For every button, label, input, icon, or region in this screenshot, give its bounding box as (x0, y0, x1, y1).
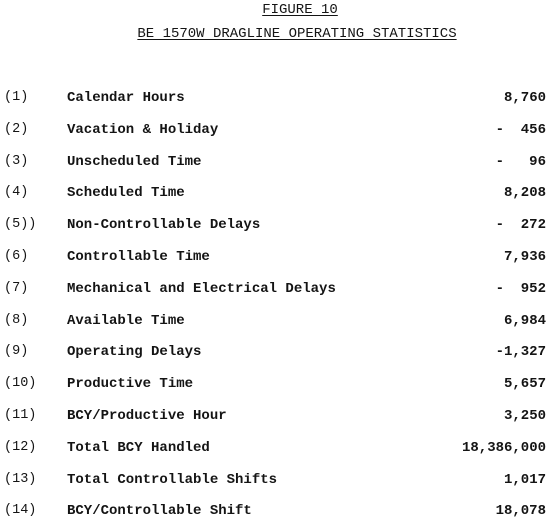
row-label: Productive Time (67, 376, 194, 393)
table-row (0, 281, 550, 301)
figure-title: FIGURE 10 (262, 2, 338, 18)
row-label: Scheduled Time (67, 185, 185, 202)
row-number: (8) (4, 312, 29, 328)
row-value: 18,078 (495, 503, 546, 520)
table-row (0, 440, 550, 460)
row-number: (6) (4, 249, 29, 264)
row-label: Operating Delays (67, 344, 202, 361)
row-value: 1,017 (503, 471, 546, 488)
row-value: - 456 (495, 121, 546, 138)
row-label: BCY/Productive Hour (67, 408, 227, 424)
row-number: (5)) (4, 217, 37, 233)
row-value: - 96 (495, 153, 546, 170)
row-value: 5,657 (503, 376, 546, 393)
row-value: 3,250 (503, 408, 546, 424)
table-row (0, 313, 550, 333)
row-number: (3) (4, 153, 29, 169)
row-number: (7) (4, 280, 29, 296)
row-number: (10) (4, 376, 37, 392)
row-label: Non-Controllable Delays (67, 217, 261, 234)
row-value: 7,936 (503, 249, 546, 265)
table-row (0, 122, 550, 142)
row-number: (9) (4, 344, 29, 360)
row-label: Available Time (67, 312, 185, 329)
row-number: (13) (4, 471, 37, 487)
table-row (0, 217, 550, 237)
row-value: 8,760 (503, 90, 546, 106)
row-label: Mechanical and Electrical Delays (67, 280, 336, 297)
row-value: 6,984 (503, 312, 546, 329)
row-label: Total BCY Handled (67, 439, 210, 456)
table-row (0, 154, 550, 174)
row-value: 8,208 (503, 185, 546, 202)
table-title: BE 1570W DRAGLINE OPERATING STATISTICS (137, 26, 457, 42)
row-value: -1,327 (495, 344, 546, 361)
row-number: (11) (4, 408, 37, 423)
row-value: - 952 (495, 280, 546, 297)
table-row (0, 185, 550, 205)
table-row (0, 376, 550, 396)
row-number: (1) (4, 90, 29, 105)
row-number: (12) (4, 439, 37, 455)
table-row (0, 344, 550, 364)
row-label: BCY/Controllable Shift (67, 503, 252, 520)
table-row (0, 408, 550, 428)
table-row (0, 472, 550, 492)
row-label: Total Controllable Shifts (67, 471, 278, 488)
row-value: - 272 (495, 217, 546, 234)
row-label: Vacation & Holiday (67, 121, 219, 138)
table-row (0, 503, 550, 523)
row-number: (2) (4, 121, 29, 137)
table-row (0, 90, 550, 110)
row-label: Controllable Time (67, 249, 210, 265)
row-label: Unscheduled Time (67, 153, 202, 170)
row-number: (14) (4, 503, 37, 519)
row-value: 18,386,000 (461, 439, 546, 456)
row-label: Calendar Hours (67, 90, 185, 106)
table-row (0, 249, 550, 269)
row-number: (4) (4, 185, 29, 201)
